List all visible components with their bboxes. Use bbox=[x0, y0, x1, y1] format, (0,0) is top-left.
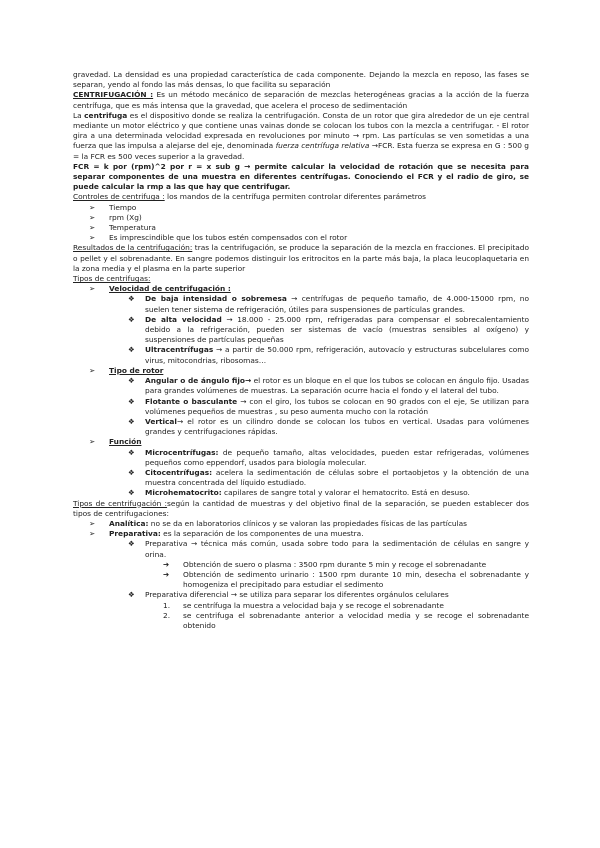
item-term: Analítica: bbox=[109, 518, 149, 528]
list-item bbox=[73, 376, 529, 396]
tipos-centrifugacion-heading: Tipos de centrifugación : bbox=[73, 498, 168, 508]
diamond-bullet-icon: ❖ bbox=[128, 376, 135, 386]
diamond-bullet-icon: ❖ bbox=[128, 539, 135, 549]
item-desc: de pequeño tamaño, altas velocidades, pueden estar refrigeradas, volúmenes pequeños como eppendorf, usados para biología molecular. bbox=[145, 447, 529, 467]
list-item bbox=[73, 397, 529, 417]
arrow-bullet-icon: ➢ bbox=[89, 365, 96, 375]
list-item-text: se centrifuga el sobrenadante anterior a velocidad media y se recoge el sobrenadante obtenido bbox=[183, 610, 529, 630]
list-item-text bbox=[145, 376, 529, 396]
tipos-centrifugacion-paragraph bbox=[73, 499, 529, 519]
diamond-bullet-icon: ❖ bbox=[128, 345, 135, 355]
list-item-text: rpm (Xg) bbox=[109, 212, 142, 222]
list-item-text bbox=[145, 315, 529, 346]
arrow-bullet-icon: ➢ bbox=[89, 518, 96, 528]
list-item bbox=[73, 539, 529, 559]
arrow-bullet-icon: ➢ bbox=[89, 529, 96, 539]
list-item-text bbox=[109, 519, 529, 529]
list-item-text: Obtención de suero o plasma : 3500 rpm durante 5 min y recoge el sobrenadante bbox=[183, 559, 487, 569]
centrifuga-term: centrifuga bbox=[84, 110, 128, 120]
list-item bbox=[73, 345, 529, 365]
list-item-text: Temperatura bbox=[109, 223, 156, 233]
section-rotor bbox=[73, 366, 529, 376]
list-item-text: Preparativa → técnica más común, usada sobre todo para la sedimentación de células en sangre y orina. bbox=[145, 539, 529, 559]
right-arrow-icon: ➔ bbox=[163, 569, 170, 579]
list-item bbox=[73, 570, 529, 590]
diamond-bullet-icon: ❖ bbox=[128, 294, 135, 304]
fcr-text: →FCR. Esta fuerza se expresa en G : 500 g = la FCR es 500 veces superior a la gravedad. bbox=[73, 141, 529, 161]
list-number: 2. bbox=[163, 610, 171, 620]
arrow-bullet-icon: ➢ bbox=[89, 233, 96, 243]
document-page bbox=[73, 70, 529, 631]
diamond-bullet-icon: ❖ bbox=[128, 396, 135, 406]
fcr-term: fuerza centrífuga relativa bbox=[275, 141, 370, 151]
diamond-bullet-icon: ❖ bbox=[128, 467, 135, 477]
item-desc: → el rotor es un cilindro donde se colocan los tubos en vertical. Usadas para volúmenes grandes y centrifugaciones rápidas. bbox=[145, 416, 529, 437]
list-item-text: Obtención de sedimento urinario : 1500 rpm durante 10 min, desecha el sobrenadante y homogeniza el precipitado para estudiar el sedimento bbox=[183, 569, 529, 590]
controles-paragraph bbox=[73, 192, 529, 202]
list-item bbox=[73, 213, 529, 223]
list-item-text bbox=[145, 417, 529, 437]
item-desc: acelera la sedimentación de células sobre el portaobjetos y la obtención de una muestra concentrada del líquido estudiado. bbox=[145, 467, 529, 488]
rotor-title: Tipo de rotor bbox=[109, 365, 164, 375]
list-item bbox=[73, 590, 529, 600]
item-term: Ultracentrífugas bbox=[145, 345, 214, 355]
list-item-text bbox=[145, 294, 529, 314]
list-item bbox=[73, 488, 529, 498]
list-item bbox=[73, 519, 529, 529]
list-item bbox=[73, 611, 529, 631]
list-item-text bbox=[145, 468, 529, 488]
list-item bbox=[73, 560, 529, 570]
diamond-bullet-icon: ❖ bbox=[128, 314, 135, 324]
centrifuga-paragraph bbox=[73, 111, 529, 162]
list-item bbox=[73, 448, 529, 468]
item-desc: capilares de sangre total y valorar el hematocrito. Está en desuso. bbox=[221, 488, 470, 498]
section-funcion bbox=[73, 437, 529, 447]
section-velocidad bbox=[73, 284, 529, 294]
item-term: De baja intensidad o sobremesa bbox=[145, 294, 287, 304]
item-desc: no se da en laboratorios clínicos y se valoran las propiedades físicas de las partículas bbox=[148, 518, 468, 528]
list-item bbox=[73, 223, 529, 233]
list-item bbox=[73, 203, 529, 213]
list-item bbox=[73, 468, 529, 488]
list-item bbox=[73, 529, 529, 539]
resultados-text: tras la centrifugación, se produce la separación de la mezcla en fracciones. El precipitado o pellet y el sobrenadante. En sangre podemos distinguir los eritrocitos en la parte más baja, la placa leucoplaquetaria en la zona media y el plasma en la parte superior bbox=[73, 243, 529, 273]
list-item-text bbox=[145, 488, 529, 498]
arrow-bullet-icon: ➢ bbox=[89, 437, 96, 447]
list-number: 1. bbox=[163, 600, 171, 610]
item-term: Angular o de ángulo fijo→ bbox=[145, 376, 252, 386]
item-desc: → centrífugas de pequeño tamaño, de 4.000-15000 rpm, no suelen tener sistema de refrigeración, útiles para suspensiones de partículas grandes. bbox=[145, 294, 529, 314]
item-term: Citocentrífugas: bbox=[145, 467, 213, 477]
resultados-heading: Resultados de la centrifugación: bbox=[73, 243, 193, 253]
item-term: Microhematocrito: bbox=[145, 488, 222, 498]
centrifuga-pre: La bbox=[73, 110, 85, 120]
controles-text: los mandos de la centrífuga permiten controlar diferentes parámetros bbox=[164, 192, 427, 202]
arrow-bullet-icon: ➢ bbox=[89, 202, 96, 212]
fcr-formula: FCR = k por (rpm)^2 por r = x sub g → permite calcular la velocidad de rotación que se necesita para separar componentes de una muestra en diferentes centrífugas. Conociendo el FCR y el radio de giro, se puede calcular la rmp a las que hay que centrifugar. bbox=[73, 161, 529, 192]
velocidad-title: Velocidad de centrifugación : bbox=[109, 284, 231, 294]
centrifuga-text: es el dispositivo donde se realiza la centrifugación. Consta de un rotor que gira alrededor de un eje central mediante un motor eléctrico y que contiene unas vainas donde se colocan los tubos con la mezcla a centrifugar. - El rotor gira a una determinada velocidad expresada en revoluciones por minuto → rpm. Las partículas se ven sometidas a una fuerza que las impulsa a alejarse del eje, denominada bbox=[73, 110, 530, 151]
funcion-title: Función bbox=[109, 437, 142, 447]
arrow-bullet-icon: ➢ bbox=[89, 223, 96, 233]
diamond-bullet-icon: ❖ bbox=[128, 447, 135, 457]
item-term: De alta velocidad bbox=[145, 314, 222, 324]
list-item bbox=[73, 417, 529, 437]
list-item-text bbox=[145, 397, 529, 417]
list-item-text: se centrífuga la muestra a velocidad baja y se recoge el sobrenadante bbox=[183, 600, 444, 610]
centrifugacion-paragraph bbox=[73, 90, 529, 110]
list-item-text: Preparativa diferencial → se utiliza para separar los diferentes orgánulos celulares bbox=[145, 590, 449, 600]
tipos-heading: Tipos de centrifugas: bbox=[73, 274, 151, 284]
list-item-text bbox=[145, 448, 529, 468]
item-desc: es la separación de los componentes de una muestra. bbox=[160, 529, 364, 539]
list-item-text bbox=[145, 345, 529, 365]
item-term: Microcentrífugas: bbox=[145, 447, 219, 457]
item-term: Preparativa: bbox=[109, 529, 161, 539]
list-item bbox=[73, 601, 529, 611]
list-item bbox=[73, 233, 529, 243]
centrifugacion-definition: Es un método mecánico de separación de mezclas heterogéneas gracias a la acción de la fuerza centrífuga, que es más intensa que la gravedad, que acelera el proceso de sedimentación bbox=[73, 90, 529, 110]
item-desc: el rotor es un bloque en el que los tubos se colocan en ángulo fijo. Usadas para grandes volúmenes de muestras. La separación ocurre hacia el fondo y el lateral del tubo. bbox=[145, 376, 529, 396]
item-desc: → a partir de 50.000 rpm, refrigeración, autovacío y estructuras subcelulares como virus, mitocondrias, ribosomas… bbox=[145, 345, 529, 365]
diamond-bullet-icon: ❖ bbox=[128, 416, 135, 426]
tipos-centrifugacion-text: según la cantidad de muestras y del objetivo final de la separación, se pueden establecer dos tipos de centrifugaciones: bbox=[73, 498, 530, 518]
right-arrow-icon: ➔ bbox=[163, 559, 170, 569]
list-item bbox=[73, 294, 529, 314]
diamond-bullet-icon: ❖ bbox=[128, 488, 135, 498]
arrow-bullet-icon: ➢ bbox=[89, 212, 96, 222]
resultados-paragraph bbox=[73, 243, 529, 274]
item-desc: → con el giro, los tubos se colocan en 90 grados con el eje, Se utilizan para volúmenes pequeños de muestras , su peso aumenta mucho con la rotación bbox=[145, 396, 529, 416]
list-item-text: Es imprescindible que los tubos estén compensados con el rotor bbox=[109, 233, 348, 243]
intro-paragraph: gravedad. La densidad es una propiedad característica de cada componente. Dejando la mezcla en reposo, las fases se separan, yendo al fondo las más densas, lo que facilita su separación bbox=[73, 70, 529, 90]
list-item bbox=[73, 315, 529, 346]
item-term: Vertical bbox=[145, 416, 177, 426]
arrow-bullet-icon: ➢ bbox=[89, 284, 96, 294]
list-item-text: Tiempo bbox=[109, 202, 137, 212]
centrifugacion-heading: CENTRIFUGACIÓN : bbox=[73, 90, 154, 100]
list-item-text bbox=[109, 529, 529, 539]
item-term: Flotante o basculante bbox=[145, 396, 238, 406]
diamond-bullet-icon: ❖ bbox=[128, 590, 135, 600]
item-desc: → 18.000 - 25.000 rpm, refrigeradas para compensar el sobrecalentamiento debido a la refrigeración, pueden ser sistemas de vacío (muestras sensibles al oxígeno) y suspensiones de partículas pequeñas bbox=[145, 314, 529, 345]
controles-heading: Controles de centrifuga : bbox=[73, 192, 165, 202]
